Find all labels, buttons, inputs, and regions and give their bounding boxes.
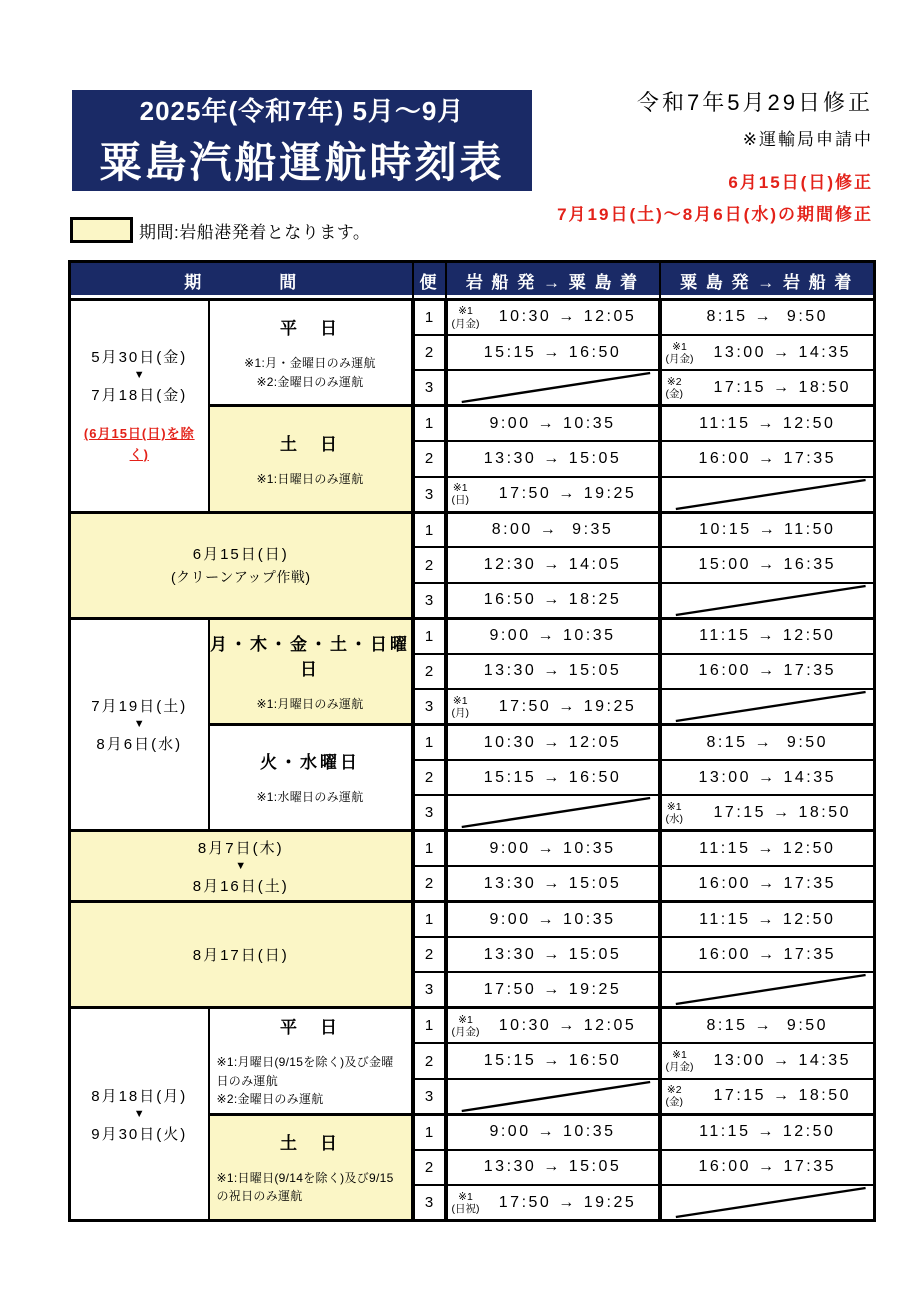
- daytype-note: ※1:日曜日(9/14を除く)及び9/15の祝日のみ運航: [216, 1170, 394, 1204]
- no-service-cell: [660, 972, 875, 1008]
- time-cell-outbound: [446, 477, 660, 513]
- no-service-cell: [660, 477, 875, 513]
- daytype-notes: [210, 788, 411, 807]
- daytype-cell: [209, 1008, 413, 1114]
- table-row: [70, 300, 875, 335]
- time-cell-outbound: [446, 300, 660, 335]
- title-subtitle: 2025年(令和7年) 5月〜9月: [139, 96, 465, 126]
- period-range: [71, 1085, 208, 1144]
- note-days: (日): [451, 494, 469, 507]
- service-number: 3: [413, 1079, 446, 1115]
- time-cell-inbound: [660, 512, 875, 547]
- no-service-slash-icon: [662, 973, 874, 1006]
- service-number: 1: [413, 1008, 446, 1043]
- no-service-cell: [660, 1185, 875, 1221]
- period-exclusion-note: (6月15日(日)を除く): [83, 425, 195, 462]
- service-note: [452, 695, 470, 719]
- service-note: [666, 1084, 684, 1108]
- no-service-slash-icon: [662, 690, 874, 723]
- period-start: 8月18日(月): [91, 1087, 188, 1105]
- arrow-down-icon: ▼: [235, 859, 247, 872]
- time-cell-inbound: [660, 547, 875, 582]
- note-days: (金): [665, 1096, 683, 1109]
- note-mark: ※2: [666, 1084, 682, 1097]
- table-row: [70, 902, 875, 937]
- col-header-outbound: 岩 船 発 → 粟 島 着: [446, 262, 660, 300]
- time-range: 16:00 → 17:35: [698, 945, 836, 963]
- time-range: 8:15 → 9:50: [706, 1016, 829, 1034]
- no-service-slash-icon: [662, 478, 874, 511]
- time-cell-outbound: [446, 937, 660, 972]
- service-note: [452, 482, 470, 506]
- daytype-notes: [210, 1169, 411, 1206]
- time-cell-outbound: [446, 547, 660, 582]
- time-range: 9:00 → 10:35: [489, 1123, 616, 1141]
- daytype-cell: [209, 725, 413, 831]
- period-range: [71, 837, 411, 896]
- time-range: 11:15 → 12:50: [699, 839, 836, 857]
- time-range: 13:30 → 15:05: [483, 1158, 622, 1176]
- no-service-slash-icon: [448, 796, 658, 829]
- time-range: 17:50 → 19:25: [498, 697, 637, 715]
- daytype-cell: [209, 1114, 413, 1220]
- legend-label: 期間:岩船港発着となります。: [139, 222, 371, 242]
- no-service-slash-icon: [662, 584, 874, 617]
- time-range: 17:15 → 18:50: [713, 378, 851, 396]
- time-cell-inbound: [660, 1150, 875, 1185]
- service-note: [452, 1190, 480, 1214]
- time-range: 15:15 → 16:50: [483, 1052, 622, 1070]
- service-number: 2: [413, 654, 446, 689]
- note-mark: ※1: [452, 694, 468, 707]
- arrow-down-icon: ▼: [133, 1107, 145, 1120]
- service-number: 2: [413, 335, 446, 370]
- time-range: 15:00 → 16:35: [698, 556, 836, 574]
- daytype-cell: [209, 300, 413, 406]
- period-date: 6月15日(日): [192, 546, 289, 564]
- service-number: 3: [413, 477, 446, 513]
- no-service-cell: [446, 795, 660, 831]
- time-range: 10:30 → 12:05: [498, 308, 637, 326]
- time-cell-inbound: [660, 937, 875, 972]
- service-number: 2: [413, 1043, 446, 1078]
- service-number: 1: [413, 618, 446, 653]
- note-mark: ※1: [458, 305, 473, 318]
- legend: [70, 217, 370, 243]
- service-note: [666, 376, 684, 400]
- time-cell-outbound: [446, 335, 660, 370]
- period-end: 7月18日(金): [91, 386, 188, 404]
- service-number: 1: [413, 725, 446, 760]
- time-cell-outbound: [446, 583, 660, 619]
- time-cell-outbound: [446, 1008, 660, 1043]
- col-header-period: 期 間: [70, 262, 413, 300]
- time-range: 16:50 → 18:25: [483, 591, 622, 609]
- daytype-notes: [210, 470, 411, 489]
- time-cell-inbound: [660, 1008, 875, 1043]
- time-cell-inbound: [660, 618, 875, 653]
- no-service-cell: [660, 583, 875, 619]
- time-cell-outbound: [446, 760, 660, 795]
- note-days: (月金): [451, 1025, 480, 1038]
- timetable: [68, 260, 876, 1222]
- table-row: [70, 618, 875, 653]
- header-row: [70, 262, 875, 300]
- note-mark: ※1: [666, 800, 682, 813]
- service-number: 2: [413, 866, 446, 901]
- time-cell-inbound: [660, 725, 875, 760]
- service-note: [452, 305, 480, 329]
- time-range: 17:50 → 19:25: [498, 1193, 637, 1211]
- daytype-note: ※1:月曜日のみ運航: [256, 696, 364, 711]
- daytype-note: ※2:金曜日のみ運航: [256, 374, 364, 389]
- time-cell-outbound: [446, 689, 660, 725]
- period-range: [71, 346, 208, 466]
- time-range: 16:00 → 17:35: [698, 449, 836, 467]
- time-range: 16:00 → 17:35: [698, 662, 836, 680]
- note-days: (日祝): [451, 1202, 480, 1215]
- no-service-slash-icon: [662, 1186, 874, 1219]
- daytype-note: ※1:月・金曜日のみ運航: [244, 356, 376, 371]
- note-days: (月): [451, 706, 469, 719]
- time-cell-outbound: [446, 406, 660, 441]
- time-range: 13:30 → 15:05: [483, 945, 622, 963]
- daytype-label: 平 日: [280, 319, 340, 339]
- time-range: 17:15 → 18:50: [713, 1087, 851, 1105]
- time-cell-outbound: [446, 902, 660, 937]
- time-range: 13:00 → 14:35: [698, 768, 836, 786]
- title-banner: [72, 90, 532, 191]
- time-cell-outbound: [446, 972, 660, 1008]
- time-range: 13:00 → 14:35: [713, 343, 851, 361]
- note-mark: ※1: [458, 1190, 473, 1203]
- page-title: 粟島汽船運航時刻表: [99, 139, 505, 186]
- time-range: 15:15 → 16:50: [483, 343, 622, 361]
- time-range: 8:15 → 9:50: [706, 308, 829, 326]
- revision-date: 令和7年5月29日修正: [637, 90, 873, 115]
- revision-block: [637, 86, 873, 150]
- service-number: 3: [413, 1185, 446, 1221]
- period-start: 7月19日(土): [91, 698, 188, 716]
- period-cell: [70, 902, 413, 1008]
- time-range: 10:15 → 11:50: [699, 521, 836, 538]
- period-start: 8月7日(木): [197, 839, 284, 857]
- time-cell-inbound: [660, 441, 875, 476]
- daytype-label: 平 日: [280, 1018, 340, 1038]
- time-cell-inbound: [660, 1114, 875, 1149]
- time-cell-inbound: [660, 335, 875, 370]
- daytype-notes: [210, 695, 411, 714]
- time-range: 11:15 → 12:50: [699, 910, 836, 928]
- daytype-label: 火・水曜日: [260, 753, 360, 773]
- note-days: (水): [665, 812, 683, 825]
- time-cell-outbound: [446, 441, 660, 476]
- table-row: [70, 512, 875, 547]
- daytype-note: ※1:月曜日(9/15を除く)及び金曜日のみ運航: [216, 1055, 394, 1088]
- time-cell-inbound: [660, 866, 875, 901]
- daytype-note: ※1:水曜日のみ運航: [256, 790, 364, 805]
- time-cell-inbound: [660, 654, 875, 689]
- col-header-inbound: 粟 島 発 → 岩 船 着: [660, 262, 875, 300]
- service-number: 1: [413, 1114, 446, 1149]
- period-range: [71, 695, 208, 754]
- time-cell-outbound: [446, 512, 660, 547]
- revision-note-1: 6月15日(日)修正: [728, 173, 873, 192]
- period-cell: [70, 618, 209, 831]
- service-number: 2: [413, 760, 446, 795]
- daytype-cell: [209, 406, 413, 512]
- time-range: 16:00 → 17:35: [698, 874, 836, 892]
- time-range: 13:00 → 14:35: [713, 1052, 851, 1070]
- no-service-slash-icon: [448, 1080, 658, 1113]
- revision-note-2: 7月19日(土)〜8月6日(水)の期間修正: [557, 205, 873, 224]
- time-range: 17:15 → 18:50: [713, 803, 851, 821]
- service-number: 1: [413, 406, 446, 441]
- time-cell-inbound: [660, 1079, 875, 1115]
- arrow-down-icon: ▼: [133, 718, 145, 731]
- legend-yellow-swatch: [70, 217, 133, 243]
- note-days: (月金): [451, 317, 480, 330]
- period-range: [71, 944, 411, 965]
- time-range: 11:15 → 12:50: [699, 414, 836, 432]
- no-service-cell: [446, 1079, 660, 1115]
- daytype-notes: [210, 354, 411, 391]
- period-start: 5月30日(金): [91, 348, 188, 366]
- time-range: 13:30 → 15:05: [483, 662, 622, 680]
- time-cell-outbound: [446, 725, 660, 760]
- time-cell-inbound: [660, 795, 875, 831]
- time-cell-outbound: [446, 1114, 660, 1149]
- time-range: 10:30 → 12:05: [483, 733, 622, 751]
- time-range: 8:00 → 9:35: [491, 521, 614, 538]
- time-cell-outbound: [446, 1150, 660, 1185]
- service-number: 3: [413, 972, 446, 1008]
- daytype-label: 月・木・金・土・日曜日: [210, 634, 410, 679]
- time-range: 11:15 → 12:50: [699, 627, 836, 645]
- service-number: 1: [413, 902, 446, 937]
- time-range: 17:50 → 19:25: [498, 485, 637, 503]
- service-number: 3: [413, 370, 446, 406]
- time-cell-inbound: [660, 1043, 875, 1078]
- daytype-cell: [209, 618, 413, 724]
- service-number: 2: [413, 547, 446, 582]
- note-mark: ※1: [452, 482, 468, 494]
- table-row: [70, 831, 875, 866]
- time-range: 17:50 → 19:25: [483, 980, 622, 998]
- period-date: 8月17日(日): [192, 947, 289, 965]
- service-number: 2: [413, 937, 446, 972]
- time-range: 9:00 → 10:35: [489, 839, 616, 857]
- time-range: 16:00 → 17:35: [698, 1158, 836, 1176]
- service-note: [666, 1049, 694, 1073]
- application-status: ※運輸局申請中: [742, 130, 873, 149]
- period-event: (クリーンアップ作戦): [170, 569, 311, 586]
- service-note: [666, 341, 694, 365]
- time-cell-inbound: [660, 370, 875, 406]
- period-cell: [70, 831, 413, 902]
- period-cell: [70, 300, 209, 513]
- time-cell-outbound: [446, 831, 660, 866]
- time-range: 8:15 → 9:50: [706, 733, 829, 751]
- daytype-label: 土 日: [280, 434, 340, 454]
- time-range: 9:00 → 10:35: [489, 910, 616, 928]
- time-cell-outbound: [446, 618, 660, 653]
- note-days: (月金): [665, 352, 694, 365]
- period-end: 8月16日(土): [192, 877, 289, 895]
- period-cell: [70, 1008, 209, 1221]
- time-cell-inbound: [660, 300, 875, 335]
- service-number: 2: [413, 441, 446, 476]
- daytype-notes: [210, 1053, 411, 1109]
- note-days: (金): [665, 387, 683, 400]
- service-number: 3: [413, 689, 446, 725]
- note-mark: ※1: [672, 1048, 687, 1061]
- time-cell-inbound: [660, 902, 875, 937]
- revision-notes: [557, 168, 873, 225]
- daytype-note: ※2:金曜日のみ運航: [216, 1092, 324, 1107]
- period-end: 9月30日(火): [91, 1125, 188, 1143]
- col-header-service: 便: [413, 262, 446, 300]
- arrow-down-icon: ▼: [133, 368, 145, 381]
- service-note: [452, 1014, 480, 1038]
- service-number: 1: [413, 512, 446, 547]
- service-note: [666, 801, 684, 825]
- note-mark: ※1: [458, 1013, 473, 1026]
- daytype-note: ※1:日曜日のみ運航: [256, 471, 364, 486]
- time-cell-outbound: [446, 654, 660, 689]
- time-cell-outbound: [446, 1043, 660, 1078]
- service-number: 1: [413, 300, 446, 335]
- period-cell: [70, 512, 413, 618]
- note-days: (月金): [665, 1061, 694, 1074]
- time-range: 9:00 → 10:35: [489, 627, 616, 645]
- time-cell-inbound: [660, 760, 875, 795]
- period-end: 8月6日(水): [96, 736, 183, 754]
- period-range: [71, 543, 411, 587]
- note-mark: ※1: [672, 340, 687, 353]
- service-number: 2: [413, 1150, 446, 1185]
- service-number: 1: [413, 831, 446, 866]
- time-cell-inbound: [660, 406, 875, 441]
- time-range: 12:30 → 14:05: [483, 556, 622, 574]
- time-cell-outbound: [446, 866, 660, 901]
- daytype-label: 土 日: [280, 1133, 340, 1153]
- time-cell-outbound: [446, 1185, 660, 1221]
- time-range: 11:15 → 12:50: [699, 1123, 836, 1141]
- time-range: 15:15 → 16:50: [483, 768, 622, 786]
- no-service-cell: [660, 689, 875, 725]
- time-range: 13:30 → 15:05: [483, 874, 622, 892]
- time-range: 9:00 → 10:35: [489, 414, 616, 432]
- time-range: 10:30 → 12:05: [498, 1016, 637, 1034]
- time-cell-inbound: [660, 831, 875, 866]
- time-range: 13:30 → 15:05: [483, 449, 622, 467]
- service-number: 3: [413, 795, 446, 831]
- no-service-cell: [446, 370, 660, 406]
- note-mark: ※2: [666, 375, 682, 388]
- no-service-slash-icon: [448, 371, 658, 404]
- table-row: [70, 1008, 875, 1043]
- service-number: 3: [413, 583, 446, 619]
